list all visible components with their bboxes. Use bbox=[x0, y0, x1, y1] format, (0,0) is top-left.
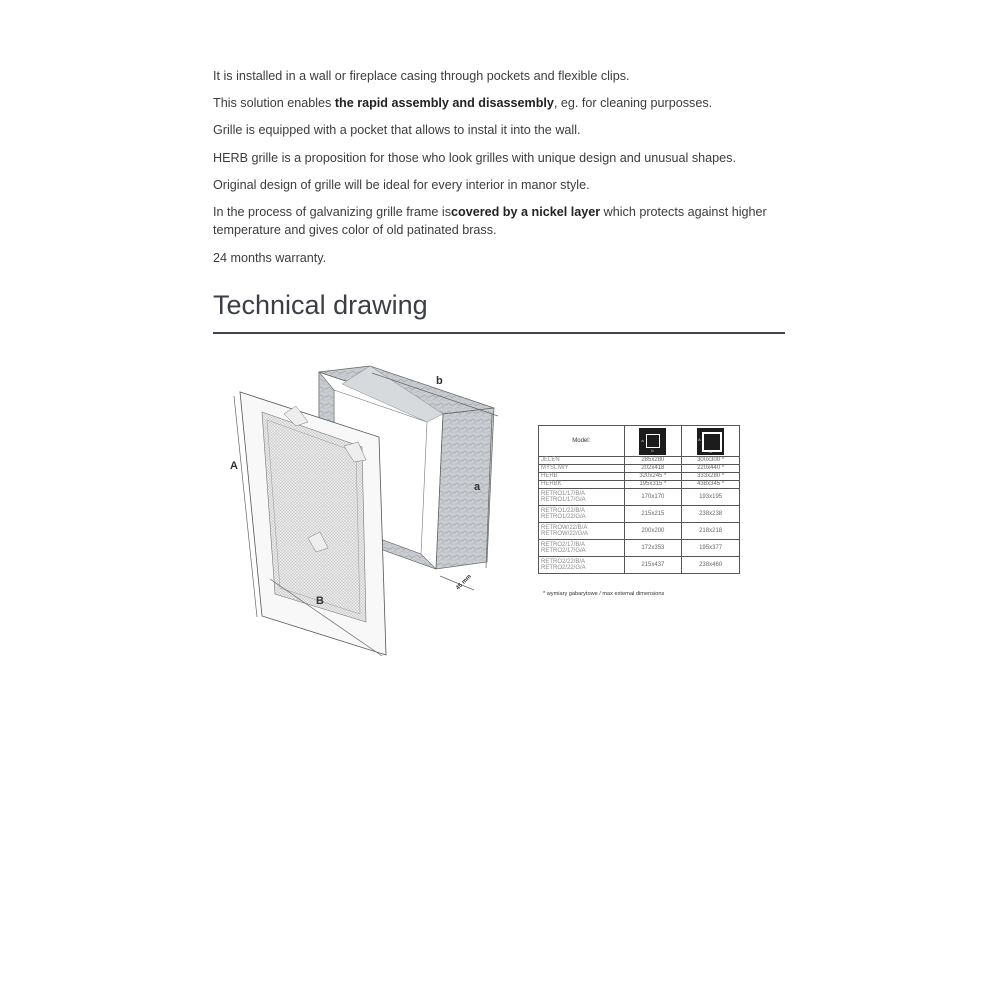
table-cell-model: RETRO1/17/B/A RETRO1/17/G/A bbox=[539, 489, 625, 506]
table-cell-ab: 238x460 bbox=[682, 557, 740, 574]
table-cell-ab: 215x215 bbox=[624, 506, 682, 523]
table-cell-ab: 172x353 bbox=[624, 540, 682, 557]
dimensions-table bbox=[538, 425, 740, 574]
table-row bbox=[539, 523, 740, 540]
header-model: Model: bbox=[539, 426, 625, 457]
bold-assembly: the rapid assembly and disassembly bbox=[334, 96, 554, 110]
dim-label-b: b bbox=[436, 375, 443, 387]
table-cell-model: RETRO1/22/B/A RETRO1/22/G/A bbox=[539, 506, 625, 523]
paragraph-assembly: This solution enables the rapid assembly and disassembly, eg. for cleaning purposses. bbox=[213, 96, 713, 110]
table-cell-model: RETRO2/22/B/A RETRO2/22/G/A bbox=[539, 557, 625, 574]
table-cell-model: RETROW/22/B/A RETROW/22/G/A bbox=[539, 523, 625, 540]
table-cell-ab: 195x377 bbox=[682, 540, 740, 557]
table-cell-ab: 200x200 bbox=[624, 523, 682, 540]
table-cell-ab: 300x300 * bbox=[682, 457, 740, 465]
table-cell-model: RETRO2/17/B/A RETRO2/17/G/A bbox=[539, 540, 625, 557]
inner-dimension-icon: a b bbox=[639, 428, 666, 455]
table-row bbox=[539, 489, 740, 506]
table-cell-model: MYSLIWY bbox=[539, 465, 625, 473]
section-heading: Technical drawing bbox=[213, 290, 428, 320]
table-cell-ab: 202x418 bbox=[624, 465, 682, 473]
paragraph-herb: HERB grille is a proposition for those who look grilles with unique design and unusual shapes. bbox=[213, 151, 736, 165]
table-cell-ab: 333x280 * bbox=[682, 473, 740, 481]
table-row bbox=[539, 557, 740, 574]
paragraph-pocket: Grille is equipped with a pocket that allows to instal it into the wall. bbox=[213, 123, 581, 137]
dim-label-B: B bbox=[316, 595, 324, 607]
table-cell-ab: 193x195 bbox=[682, 489, 740, 506]
dim-label-depth: 45 mm bbox=[455, 573, 473, 592]
bold-nickel: covered by a nickel layer bbox=[451, 205, 601, 219]
table-cell-ab: 438x345 * bbox=[682, 481, 740, 489]
paragraph-installation: It is installed in a wall or fireplace casing through pockets and flexible clips. bbox=[213, 69, 630, 83]
table-cell-ab: 285x280 bbox=[624, 457, 682, 465]
table-body bbox=[539, 457, 740, 574]
technical-drawing bbox=[222, 362, 512, 662]
paragraph-galvanizing: In the process of galvanizing grille frame iscovered by a nickel layer which protects against higher temperature and gives color of old patinated brass. bbox=[213, 205, 767, 237]
table-row bbox=[539, 465, 740, 473]
table-cell-ab: 195x315 * bbox=[624, 481, 682, 489]
table-row bbox=[539, 506, 740, 523]
dim-label-a: a bbox=[474, 481, 481, 493]
table-footnote: * wymiary gabarytowe / max external dimensions bbox=[543, 591, 665, 597]
table-header-row bbox=[539, 426, 740, 457]
table-cell-ab: 215x437 bbox=[624, 557, 682, 574]
paragraph-warranty: 24 months warranty. bbox=[213, 251, 327, 265]
table-cell-ab: 218x218 bbox=[682, 523, 740, 540]
table-row bbox=[539, 481, 740, 489]
table-cell-ab: 170x170 bbox=[624, 489, 682, 506]
table-cell-model: HERB bbox=[539, 473, 625, 481]
table-cell-ab: 220x440 * bbox=[682, 465, 740, 473]
dim-label-A: A bbox=[230, 460, 238, 472]
paragraph-design: Original design of grille will be ideal for every interior in manor style. bbox=[213, 178, 590, 192]
heading-divider bbox=[213, 332, 785, 334]
table-row bbox=[539, 540, 740, 557]
table-cell-ab: 238x238 bbox=[682, 506, 740, 523]
outer-dimension-icon: A B bbox=[697, 428, 724, 455]
table-cell-model: HERBK bbox=[539, 481, 625, 489]
table-row bbox=[539, 473, 740, 481]
table-cell-model: JELEN bbox=[539, 457, 625, 465]
table-row bbox=[539, 457, 740, 465]
table-cell-ab: 320x245 * bbox=[624, 473, 682, 481]
